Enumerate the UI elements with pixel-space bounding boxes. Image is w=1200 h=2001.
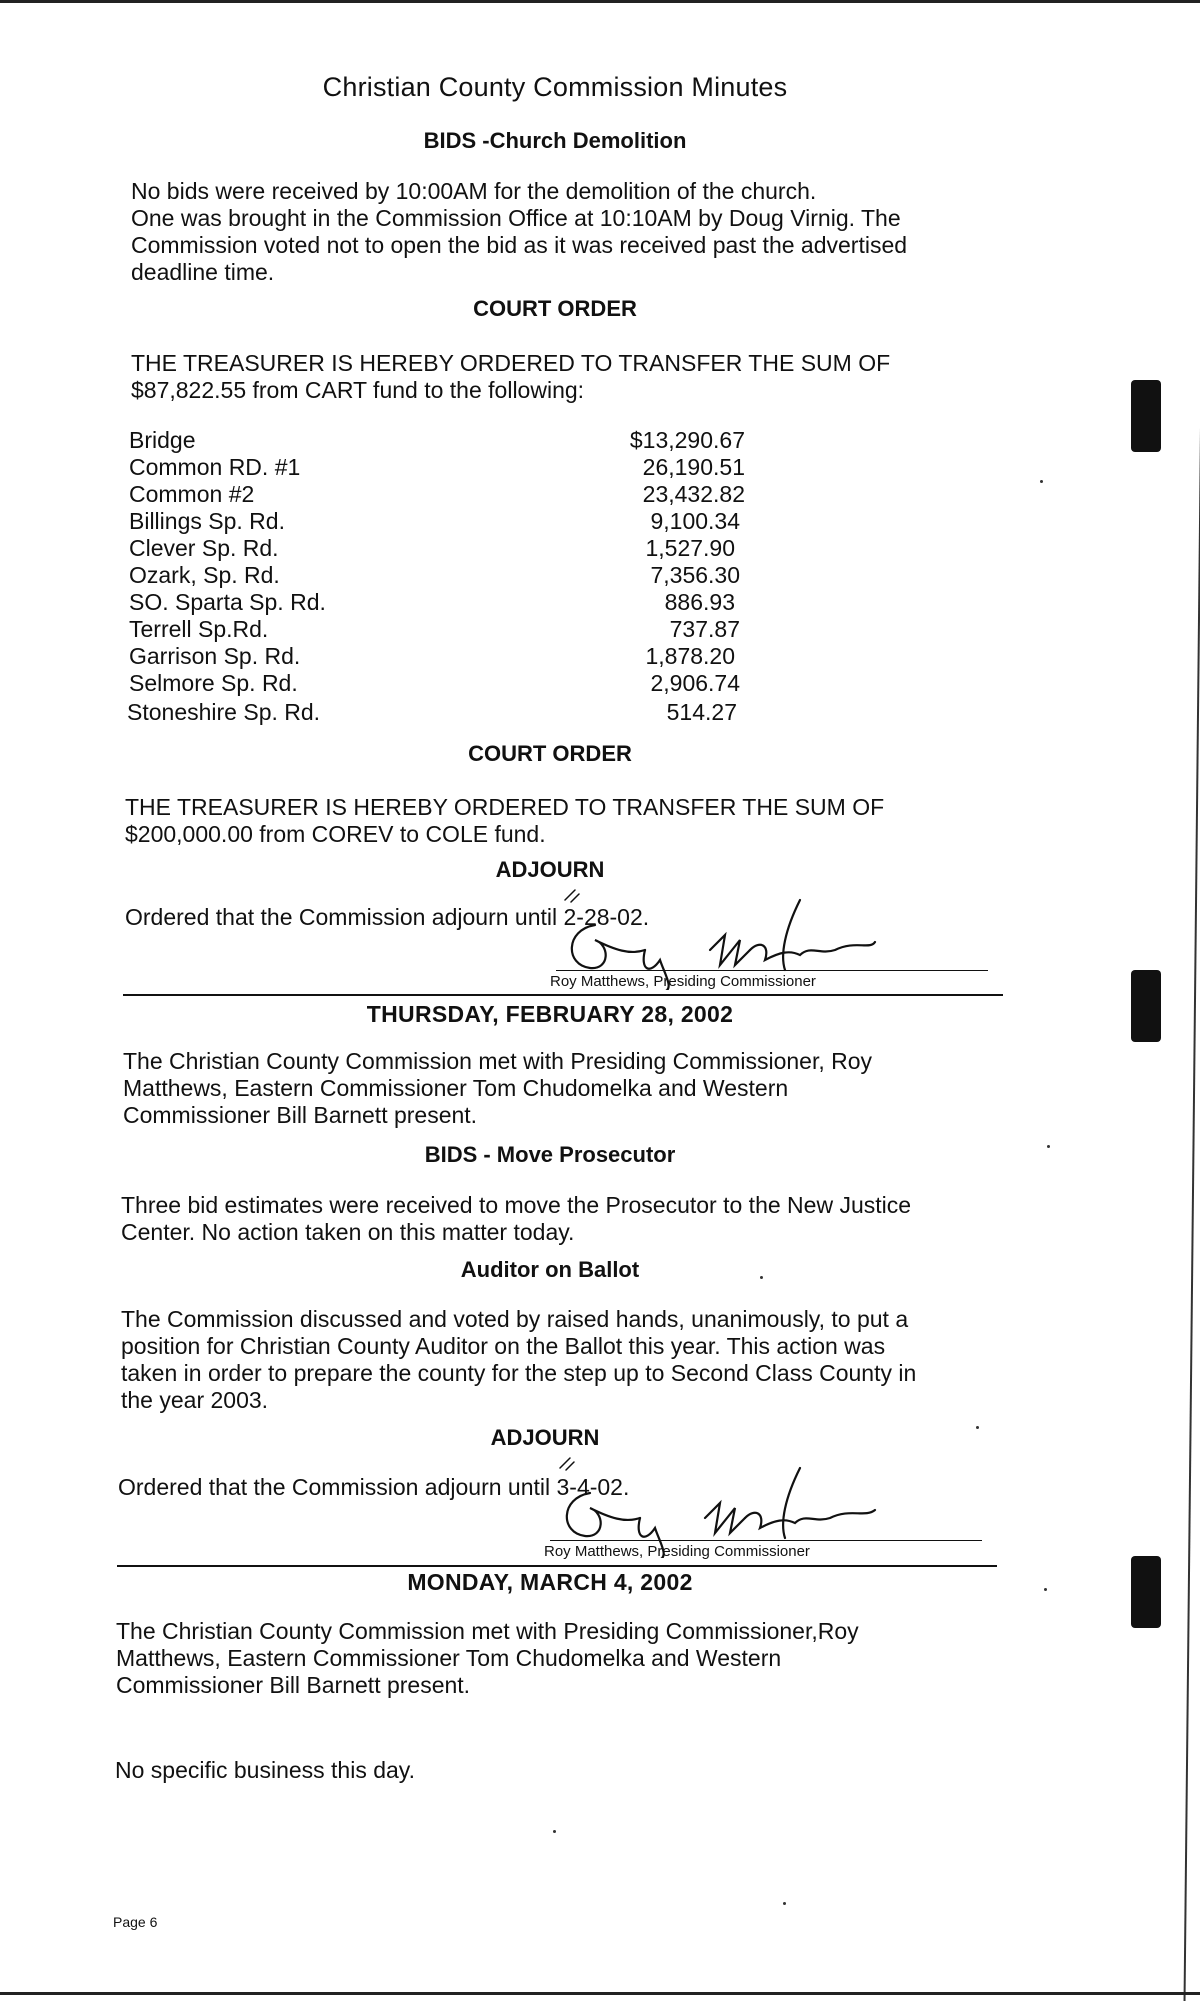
paragraph-line: Commission voted not to open the bid as it was received past the advertised — [131, 232, 908, 258]
meeting-attendance-paragraph — [116, 1618, 996, 1699]
page-edge — [1184, 0, 1200, 2001]
fund-name: Ozark, Sp. Rd. — [129, 562, 280, 588]
section-heading-bids-church: BIDS -Church Demolition — [423, 128, 687, 153]
fund-name: Bridge — [129, 427, 196, 453]
paragraph-line: One was brought in the Commission Office at 10:10AM by Doug Virnig. The — [131, 205, 901, 231]
scan-speck — [783, 1902, 786, 1905]
fund-amount: 7,356.30 — [650, 562, 740, 588]
fund-name: Garrison Sp. Rd. — [129, 643, 301, 669]
signature-line — [550, 1540, 982, 1541]
paragraph-line: Matthews, Eastern Commissioner Tom Chudomelka and Western — [123, 1075, 789, 1101]
scan-speck — [1040, 480, 1043, 483]
date-heading: MONDAY, MARCH 4, 2002 — [407, 1569, 693, 1595]
fund-name: Common #2 — [129, 481, 255, 507]
signature-caption: Roy Matthews, Presiding Commissioner — [550, 973, 816, 990]
scan-speck — [976, 1426, 979, 1429]
paragraph-line: The Christian County Commission met with Presiding Commissioner, Roy — [123, 1048, 873, 1074]
section-heading-auditor: Auditor on Ballot — [460, 1257, 640, 1282]
fund-name: Selmore Sp. Rd. — [129, 670, 298, 696]
fund-amount: 1,878.20 — [645, 643, 735, 669]
paragraph-line: the year 2003. — [121, 1387, 269, 1413]
fund-name: Billings Sp. Rd. — [129, 508, 285, 534]
binder-hole — [1131, 380, 1161, 452]
fund-amount: 23,432.82 — [642, 481, 745, 507]
page-edge — [0, 1992, 1200, 1995]
fund-amount: 9,100.34 — [650, 508, 740, 534]
paragraph-line: $87,822.55 from CART fund to the following: — [131, 377, 585, 403]
paragraph-line: Three bid estimates were received to move the Prosecutor to the New Justice — [121, 1192, 912, 1218]
signature — [530, 1448, 890, 1558]
signature-caption: Roy Matthews, Presiding Commissioner — [544, 1543, 810, 1560]
fund-name: Terrell Sp.Rd. — [129, 616, 269, 642]
fund-name: Clever Sp. Rd. — [129, 535, 279, 561]
paragraph-line: THE TREASURER IS HEREBY ORDERED TO TRANSFER THE SUM OF — [131, 350, 891, 376]
paragraph-line: Commissioner Bill Barnett present. — [116, 1672, 471, 1698]
paragraph-line: $200,000.00 from COREV to COLE fund. — [125, 821, 546, 847]
scan-speck — [553, 1830, 556, 1833]
paragraph-line: No bids were received by 10:00AM for the demolition of the church. — [131, 178, 817, 204]
document-title: Christian County Commission Minutes — [322, 72, 788, 102]
section-heading-court-order: COURT ORDER — [473, 296, 637, 321]
scan-speck — [1044, 1588, 1047, 1591]
paragraph-line: Commissioner Bill Barnett present. — [123, 1102, 478, 1128]
fund-amount: 886.93 — [664, 589, 735, 615]
binder-hole — [1131, 1556, 1161, 1628]
section-heading-court-order: COURT ORDER — [468, 741, 632, 766]
paragraph-line: Center. No action taken on this matter today. — [121, 1219, 575, 1245]
fund-name: Common RD. #1 — [129, 454, 301, 480]
section-divider — [123, 994, 1003, 996]
section-divider — [117, 1565, 997, 1567]
adjourn-text: Ordered that the Commission adjourn until 2-28-02. — [125, 904, 650, 930]
paragraph-line: The Christian County Commission met with Presiding Commissioner,Roy — [116, 1618, 859, 1644]
page-number: Page 6 — [113, 1914, 158, 1930]
paragraph-line: Matthews, Eastern Commissioner Tom Chudomelka and Western — [116, 1645, 782, 1671]
auditor-paragraph — [121, 1306, 1021, 1414]
fund-amount: $13,290.67 — [629, 427, 745, 453]
court-order-paragraph — [131, 350, 991, 404]
scan-speck — [1047, 1145, 1050, 1148]
fund-amount: 26,190.51 — [642, 454, 745, 480]
paragraph-line: position for Christian County Auditor on the Ballot this year. This action was — [121, 1333, 886, 1359]
adjourn-text: Ordered that the Commission adjourn until 3-4-02. — [118, 1474, 630, 1500]
bids-church-paragraph — [131, 178, 991, 286]
fund-amount: 737.87 — [669, 616, 740, 642]
paragraph-line: THE TREASURER IS HEREBY ORDERED TO TRANSFER THE SUM OF — [125, 794, 885, 820]
no-business-note: No specific business this day. — [115, 1757, 415, 1783]
scan-speck — [760, 1276, 763, 1279]
section-heading-bids-prosecutor: BIDS - Move Prosecutor — [424, 1142, 676, 1167]
fund-name: Stoneshire Sp. Rd. — [127, 699, 321, 725]
binder-hole — [1131, 970, 1161, 1042]
court-order-paragraph — [125, 794, 995, 848]
fund-name: SO. Sparta Sp. Rd. — [129, 589, 326, 615]
fund-amount: 514.27 — [666, 699, 737, 725]
paragraph-line: The Commission discussed and voted by raised hands, unanimously, to put a — [121, 1306, 909, 1332]
paragraph-line: taken in order to prepare the county for the step up to Second Class County in — [121, 1360, 917, 1386]
bids-prosecutor-paragraph — [121, 1192, 1011, 1246]
paragraph-line: deadline time. — [131, 259, 275, 285]
page-edge — [0, 0, 1200, 3]
fund-amount: 2,906.74 — [650, 670, 740, 696]
signature-line — [556, 970, 988, 971]
date-heading: THURSDAY, FEBRUARY 28, 2002 — [366, 1001, 734, 1027]
fund-amount: 1,527.90 — [645, 535, 735, 561]
section-heading-adjourn: ADJOURN — [495, 857, 605, 882]
meeting-attendance-paragraph — [123, 1048, 1003, 1129]
section-heading-adjourn: ADJOURN — [490, 1425, 600, 1450]
